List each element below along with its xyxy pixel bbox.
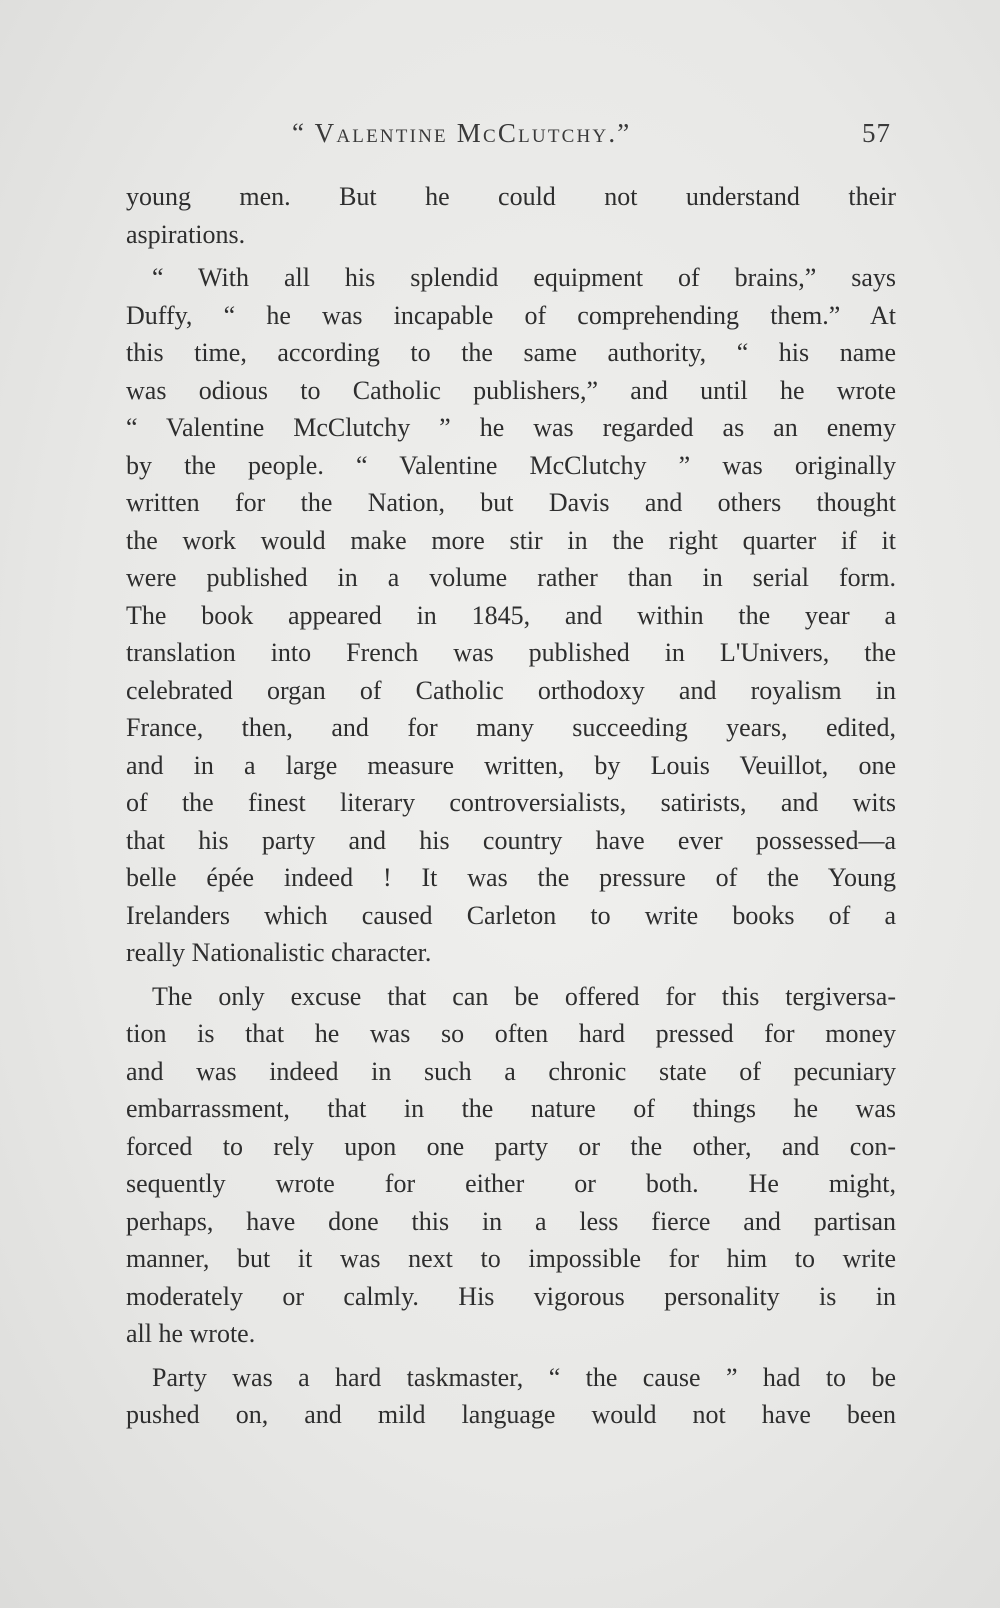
text-line: that his party and his country have ever possessed—a (126, 825, 896, 855)
text-line: and in a large measure written, by Louis Veuillot, one (126, 750, 896, 780)
paragraph-2 (126, 259, 896, 972)
text-line: pushed on, and mild language would not have been (126, 1400, 896, 1429)
text-line: belle épée indeed ! It was the pressure of the Young (126, 863, 896, 892)
paragraph-4 (126, 1359, 896, 1434)
text-line: “ Valentine McClutchy ” he was regarded as an enemy (126, 413, 896, 442)
text-line: this time, according to the same authority, “ his name (126, 338, 896, 367)
text-line: forced to rely upon one party or the other, and con- (126, 1131, 896, 1161)
text-line: all he wrote. (126, 1319, 256, 1348)
text-line: really Nationalistic character. (126, 938, 432, 967)
text-line: by the people. “ Valentine McClutchy ” was originally (126, 450, 896, 480)
text-line: were published in a volume rather than in serial form. (126, 563, 896, 592)
running-head (0, 118, 1000, 158)
text-line: “ With all his splendid equipment of brains,” says (152, 263, 896, 292)
text-line: perhaps, have done this in a less fierce and partisan (126, 1206, 896, 1236)
running-title: “ Valentine McClutchy.” (292, 118, 632, 148)
page-number: 57 (862, 118, 891, 148)
text-line: embarrassment, that in the nature of things he was (126, 1094, 896, 1123)
text-line: young men. But he could not understand their (126, 182, 896, 211)
text-line: The only excuse that can be offered for this tergiversa- (152, 981, 896, 1011)
text-line: translation into French was published in L'Univers, the (126, 638, 896, 667)
text-line: of the finest literary controversialists, satirists, and wits (126, 788, 896, 817)
text-line: aspirations. (126, 219, 246, 249)
text-line: Duffy, “ he was incapable of comprehending them.” At (126, 300, 896, 330)
paragraph-3 (126, 978, 896, 1353)
text-line: celebrated organ of Catholic orthodoxy and royalism in (126, 675, 896, 705)
text-line: written for the Nation, but Davis and others thought (126, 488, 896, 517)
paragraph-1 (126, 178, 896, 253)
text-line: manner, but it was next to impossible for him to write (126, 1244, 896, 1273)
text-line: sequently wrote for either or both. He might, (126, 1169, 896, 1198)
text-line: Irelanders which caused Carleton to write books of a (126, 900, 896, 930)
text-line: the work would make more stir in the right quarter if it (126, 525, 896, 555)
text-line: tion is that he was so often hard pressed for money (126, 1019, 896, 1048)
text-line: and was indeed in such a chronic state of pecuniary (126, 1056, 896, 1086)
text-line: France, then, and for many succeeding years, edited, (126, 713, 896, 742)
text-line: Party was a hard taskmaster, “ the cause ” had to be (152, 1362, 896, 1392)
body-text (126, 178, 896, 1434)
text-line: moderately or calmly. His vigorous personality is in (126, 1281, 896, 1311)
text-line: The book appeared in 1845, and within the year a (126, 600, 896, 630)
text-line: was odious to Catholic publishers,” and until he wrote (126, 375, 896, 405)
